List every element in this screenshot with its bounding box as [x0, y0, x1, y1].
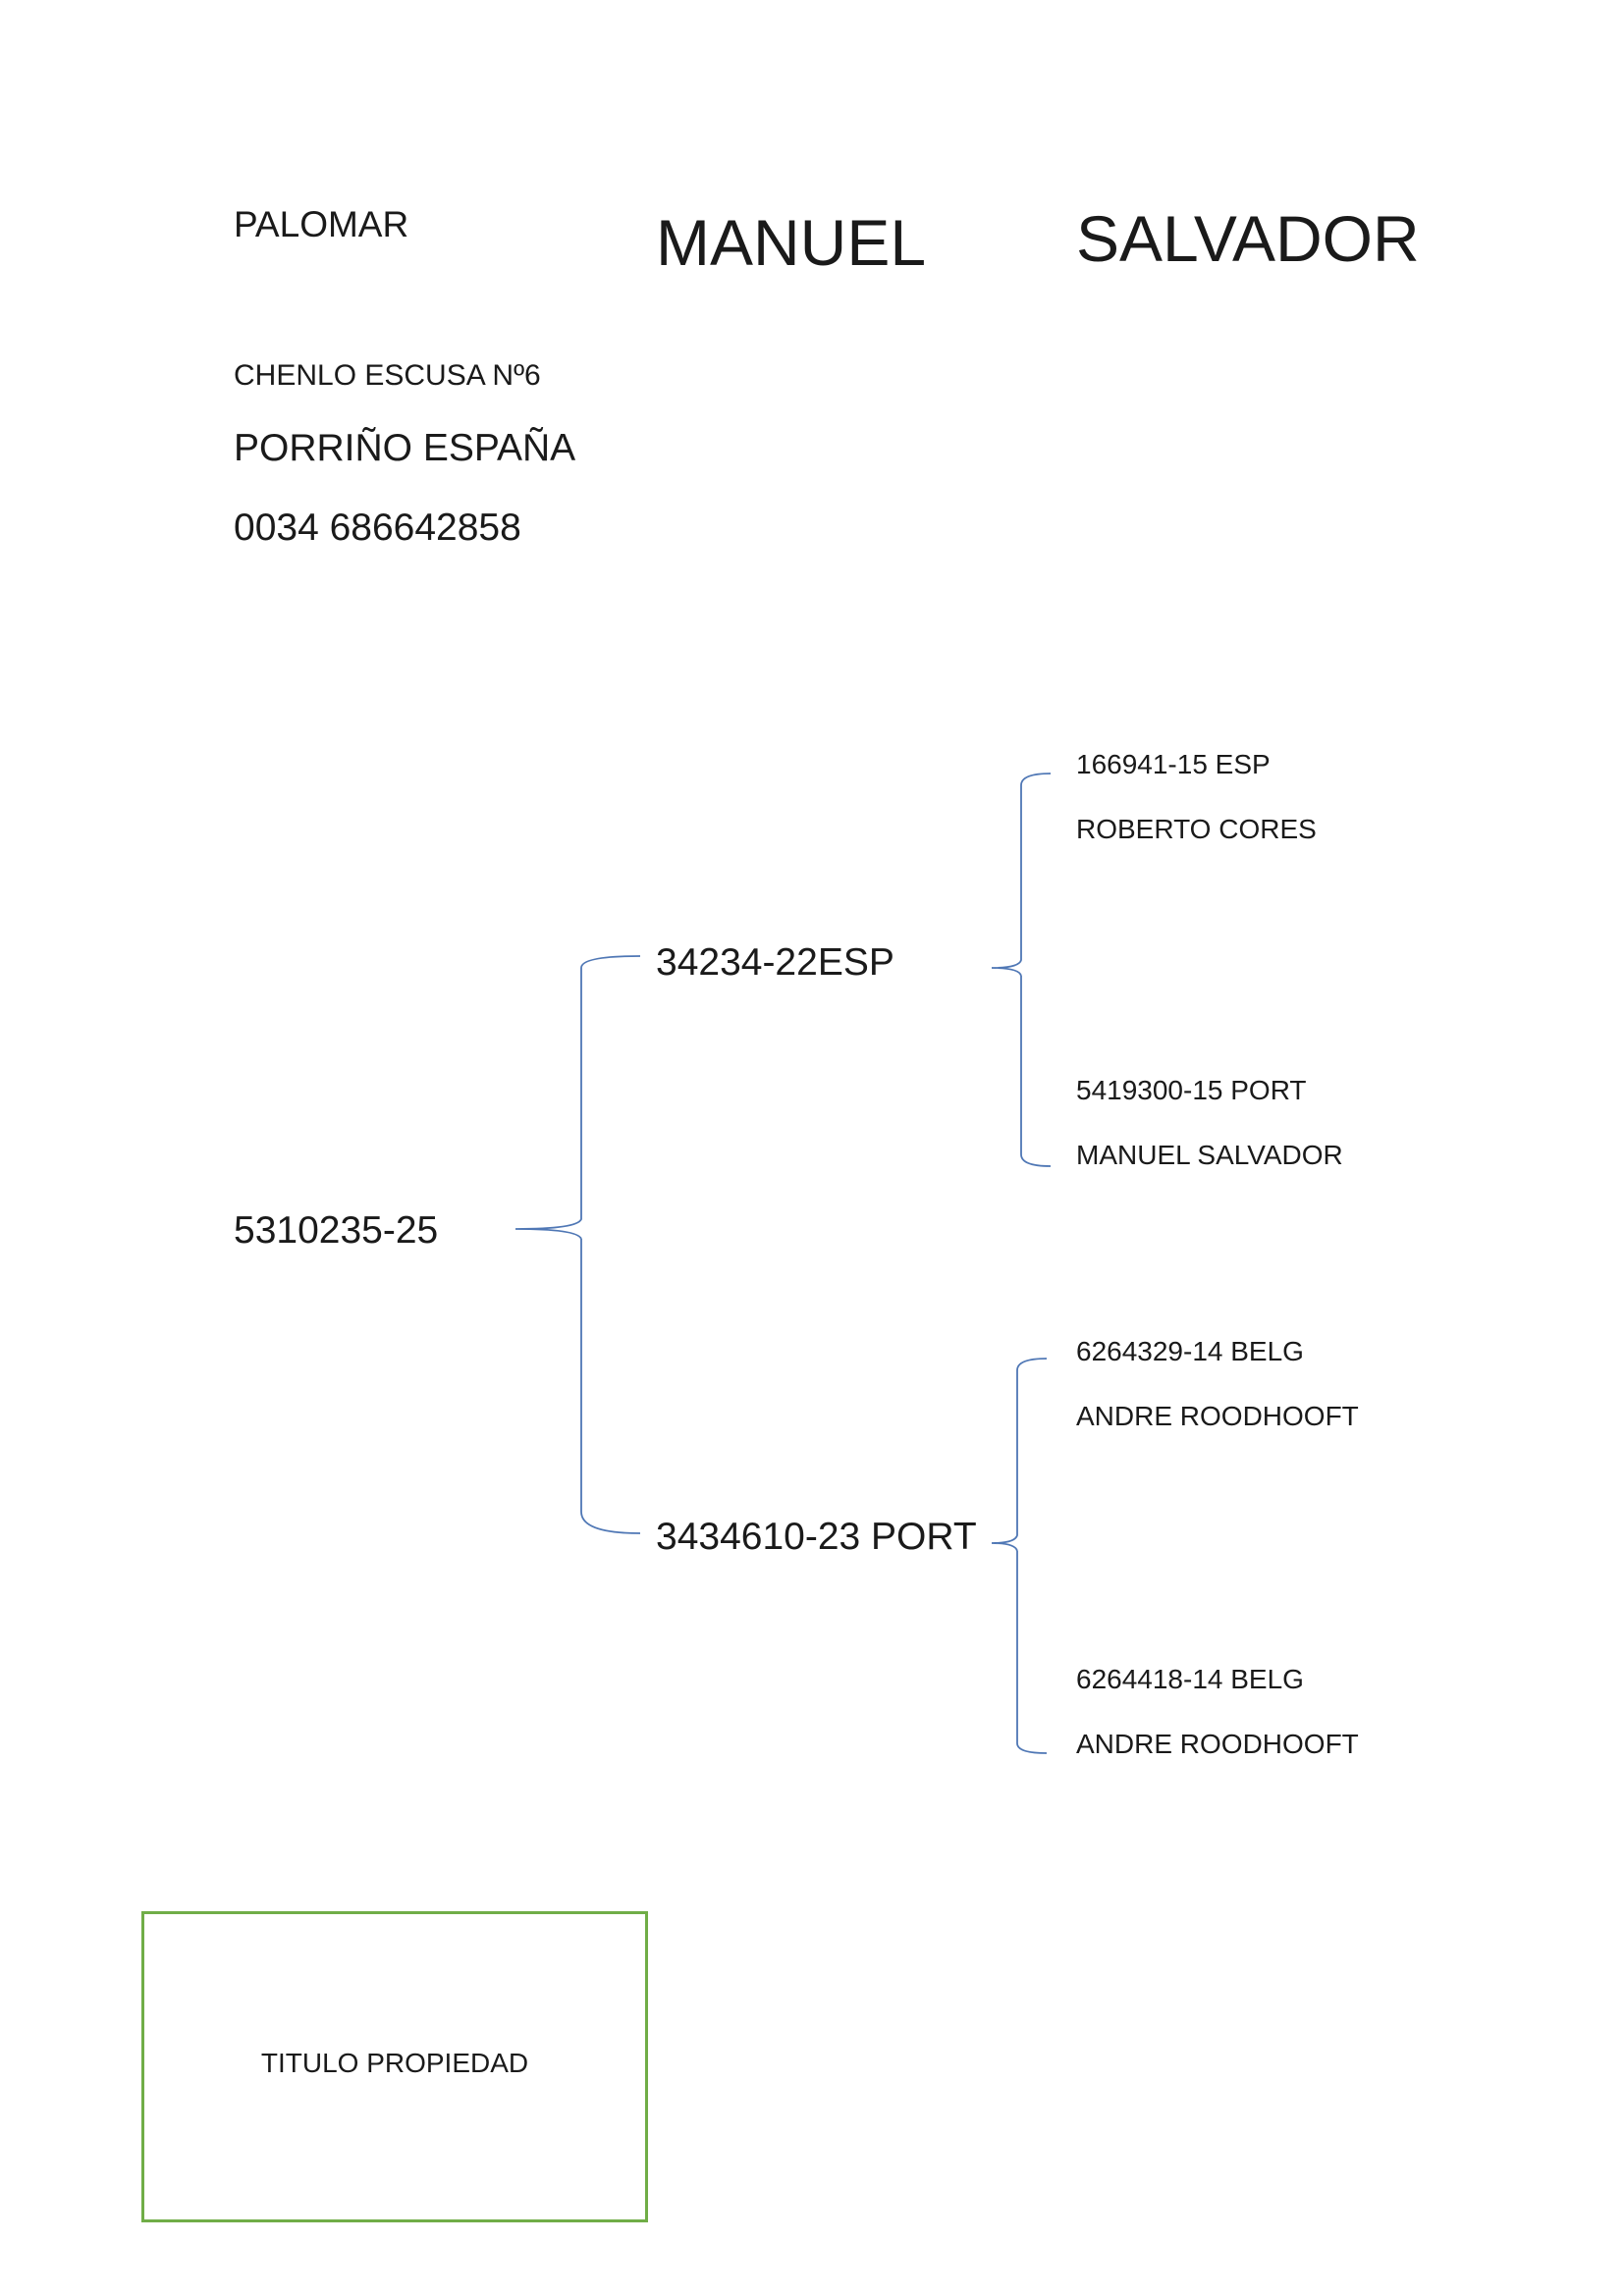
sire-sire-ring-number: 166941-15 ESP: [1076, 749, 1271, 779]
owner-first-name: MANUEL: [656, 206, 927, 279]
sire-sire-owner: ROBERTO CORES: [1076, 814, 1317, 844]
subject-ring-number: 5310235-25: [234, 1209, 439, 1252]
address-street: CHENLO ESCUSA Nº6: [234, 359, 541, 392]
address-city-country: PORRIÑO ESPAÑA: [234, 427, 576, 469]
bracket-dam: [992, 1359, 1047, 1753]
sire-dam-ring-number: 5419300-15 PORT: [1076, 1075, 1307, 1105]
sire-dam-owner: MANUEL SALVADOR: [1076, 1140, 1343, 1170]
address-phone: 0034 686642858: [234, 507, 521, 549]
dam-sire-ring-number: 6264329-14 BELG: [1076, 1336, 1304, 1366]
sire-ring-number: 34234-22ESP: [656, 941, 894, 984]
dam-ring-number: 3434610-23 PORT: [656, 1516, 977, 1558]
palomar-label: PALOMAR: [234, 204, 409, 244]
dam-dam-owner: ANDRE ROODHOOFT: [1076, 1729, 1359, 1759]
ownership-title-label: TITULO PROPIEDAD: [260, 2048, 529, 2078]
owner-last-name: SALVADOR: [1076, 202, 1420, 275]
ownership-title-box: [141, 1911, 648, 2222]
bracket-sire: [992, 774, 1051, 1166]
dam-dam-ring-number: 6264418-14 BELG: [1076, 1664, 1304, 1694]
bracket-subject: [515, 956, 640, 1533]
dam-sire-owner: ANDRE ROODHOOFT: [1076, 1401, 1359, 1431]
